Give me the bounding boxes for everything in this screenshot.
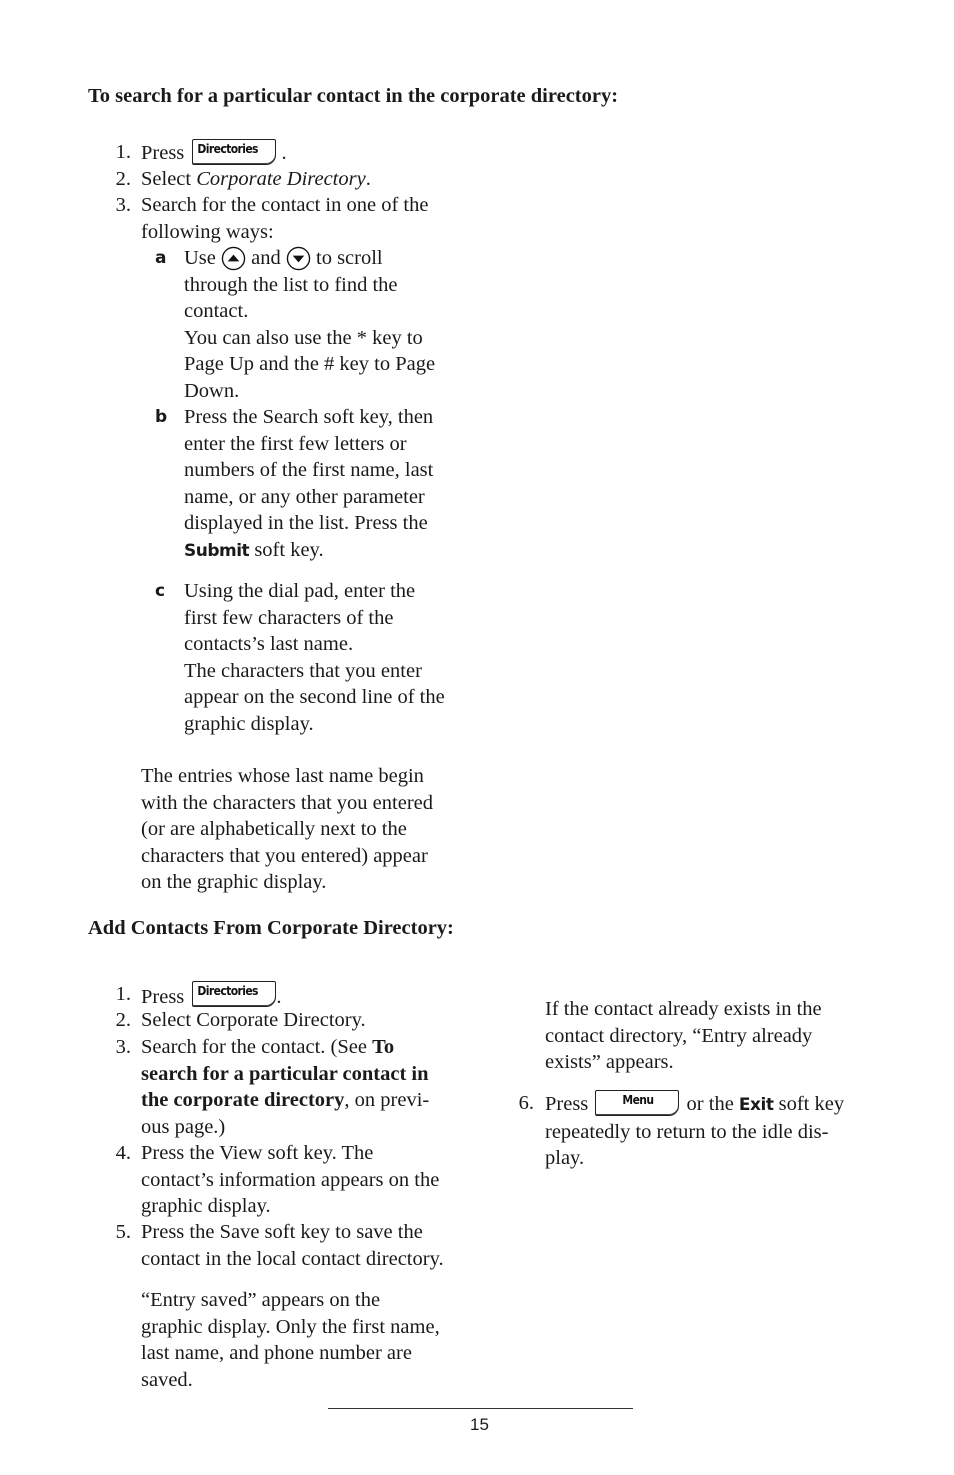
line: [184, 245, 435, 272]
line: following ways:: [141, 220, 274, 243]
line: The entries whose last name begin: [141, 765, 424, 787]
step-4-add: [141, 1140, 439, 1220]
key-label: Menu: [622, 1093, 654, 1107]
bold-ref: search for a particular contact in: [141, 1062, 429, 1085]
step-1-search: [141, 139, 287, 167]
step-number: 3.: [115, 194, 131, 216]
line: Down.: [184, 379, 240, 402]
step-3-search: [141, 192, 428, 245]
exit-key-label: Exit: [738, 1095, 774, 1115]
key-label: Directories: [197, 142, 258, 156]
step-2-search: [141, 166, 371, 193]
step-number: 2.: [115, 1009, 131, 1031]
line: [141, 1087, 429, 1114]
line: repeatedly to return to the idle dis-: [545, 1120, 829, 1143]
directories-key-icon: [192, 981, 276, 1007]
bold-ref: To: [372, 1036, 395, 1058]
line: Search for the contact in one of the: [141, 194, 429, 216]
line: characters that you entered) appear: [141, 844, 428, 867]
step-6-add: [545, 1090, 844, 1172]
bold-ref: the corporate directory: [141, 1089, 345, 1111]
directories-key-icon: [192, 139, 276, 165]
word: and: [251, 247, 281, 269]
line: You can also use the * key to: [184, 326, 423, 349]
sub-letter: b: [155, 407, 168, 427]
line: first few characters of the: [184, 606, 394, 629]
step-number: 1.: [115, 983, 131, 1005]
section-heading-add: Add Contacts From Corporate Directory:: [88, 917, 454, 939]
line: graphic display. Only the first name,: [141, 1315, 440, 1338]
sub-letter: a: [155, 248, 167, 268]
search-note: [141, 763, 433, 896]
line: Press the View soft key. The: [141, 1142, 374, 1164]
step-2-add: Select Corporate Directory.: [141, 1009, 366, 1031]
line: appear on the second line of the: [184, 686, 445, 708]
footer-rule: [328, 1408, 633, 1409]
word: to scroll: [316, 247, 383, 269]
line: Press the Save soft key to save the: [141, 1221, 423, 1243]
step-number: 4.: [115, 1142, 131, 1164]
step-5-add: [141, 1219, 444, 1272]
line: “Entry saved” appears on the: [141, 1289, 381, 1311]
down-arrow-key-icon: [286, 246, 311, 271]
line: numbers of the first name, last: [184, 459, 434, 481]
step-number: 6.: [518, 1092, 534, 1114]
line: contact directory, “Entry already: [545, 1024, 813, 1047]
step-italic: Corporate Directory: [196, 168, 366, 190]
line: graphic display.: [141, 1195, 271, 1217]
word: , on previ-: [344, 1089, 430, 1111]
line: If the contact already exists in the: [545, 998, 822, 1020]
word: Search for the contact. (See: [141, 1036, 373, 1058]
submit-key-label: Submit: [184, 540, 250, 561]
line: [545, 1090, 844, 1119]
line: name, or any other parameter: [184, 485, 425, 508]
line: saved.: [141, 1368, 193, 1391]
sub-letter: c: [155, 581, 166, 601]
line: [141, 1034, 429, 1061]
menu-key-icon: [595, 1090, 679, 1116]
line: play.: [545, 1147, 585, 1169]
line: through the list to find the: [184, 273, 398, 296]
line: [184, 537, 433, 565]
up-arrow-key-icon: [221, 246, 246, 271]
line: with the characters that you entered: [141, 791, 433, 814]
step-number: 3.: [115, 1036, 131, 1058]
word: Press: [545, 1093, 589, 1115]
line: The characters that you enter: [184, 659, 422, 682]
saved-note: [141, 1287, 440, 1393]
line: Press the Search soft key, then: [184, 406, 434, 428]
line: exists” appears.: [545, 1051, 674, 1073]
line: Page Up and the # key to Page: [184, 353, 436, 375]
exists-note: [545, 996, 822, 1076]
sub-step-b: [184, 404, 433, 564]
step-text: Press: [141, 986, 185, 1008]
sub-step-c: [184, 578, 445, 737]
line: contact in the local contact directory.: [141, 1247, 444, 1270]
step-number: 2.: [115, 168, 131, 190]
line: ous page.): [141, 1115, 226, 1138]
word: soft key.: [249, 538, 324, 561]
line: contact.: [184, 300, 249, 322]
step-text: Select: [141, 168, 197, 190]
section-heading-search: To search for a particular contact in the corporate directory:: [88, 85, 619, 107]
line: last name, and phone number are: [141, 1342, 412, 1364]
step-text: Press: [141, 142, 185, 164]
line: Using the dial pad, enter the: [184, 580, 416, 602]
line: graphic display.: [184, 712, 314, 735]
page-number: 15: [470, 1415, 489, 1434]
step-number: 1.: [115, 141, 131, 163]
line: enter the first few letters or: [184, 432, 407, 455]
step-text-end: .: [276, 986, 282, 1008]
step-3-add: [141, 1034, 429, 1140]
word: soft key: [773, 1093, 845, 1115]
step-text-end: .: [281, 142, 287, 164]
line: contacts’s last name.: [184, 633, 354, 655]
sub-step-a: [184, 245, 435, 404]
word: Use: [184, 247, 216, 269]
word: or the: [686, 1093, 739, 1115]
line: on the graphic display.: [141, 871, 327, 893]
step-number: 5.: [115, 1221, 131, 1243]
line: displayed in the list. Press the: [184, 512, 428, 534]
line: (or are alphabetically next to the: [141, 818, 407, 840]
line: contact’s information appears on the: [141, 1168, 440, 1191]
key-label: Directories: [197, 984, 258, 998]
line: [141, 1061, 429, 1088]
step-text-end: .: [365, 168, 371, 190]
